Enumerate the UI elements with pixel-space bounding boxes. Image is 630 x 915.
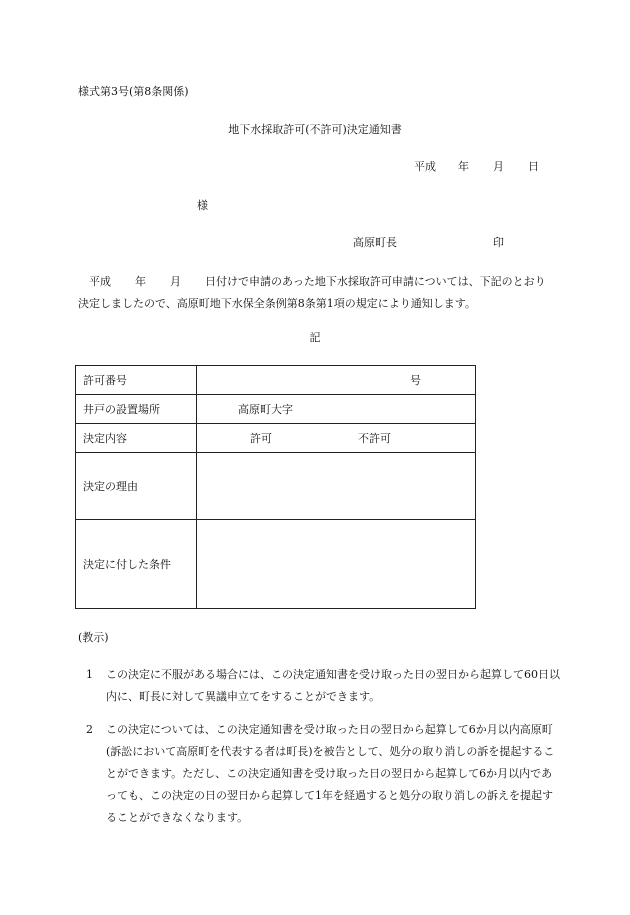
body-text: 日付けで申請のあった地下水採取許可申請については、下記のとおり決定しましたので、高原町地下水保全条例第8条第1項の規定により通知します。 (78, 275, 546, 310)
row-label: 決定の理由 (76, 453, 197, 520)
deny-option: 不許可 (358, 431, 391, 445)
date-line (414, 161, 539, 172)
notice-text: この決定については、この決定通知書を受け取った日の翌日から起算して6か月以内高原町(訴訟において高原町を代表する者は町長)を被告として、処分の取り消しの訴を提起することができます。ただし、この決定通知書を受け取った日の翌日から起算して6か月以内であっても、この決定の日の翌日から起算して1年を経過すると処分の取り消しの訴えを提起することができなくなります。 (106, 723, 555, 824)
addressee-honorific: 様 (197, 199, 208, 212)
row-label: 決定に付した条件 (76, 520, 197, 609)
issuer-name: 高原町長 (353, 236, 397, 249)
notice-number: 2 (86, 723, 93, 736)
body-era: 平成 (89, 275, 111, 288)
conditions-field (197, 520, 476, 609)
date-month: 月 (493, 160, 504, 173)
date-year: 年 (458, 160, 469, 173)
info-table (75, 365, 476, 609)
body-year: 年 (135, 275, 146, 288)
table-row (76, 395, 476, 424)
seal-mark: 印 (493, 236, 504, 249)
notice-number: 1 (86, 668, 93, 681)
decision-field (197, 424, 476, 453)
date-day: 日 (528, 160, 539, 173)
ki-heading: 記 (309, 331, 321, 344)
table-row (76, 366, 476, 395)
date-era: 平成 (414, 160, 436, 173)
table-row (76, 520, 476, 609)
notice-item (86, 664, 562, 708)
table-row (76, 453, 476, 520)
row-label: 許可番号 (76, 366, 197, 395)
row-label: 井戸の設置場所 (76, 395, 197, 424)
body-month: 月 (170, 275, 181, 288)
row-label: 決定内容 (76, 424, 197, 453)
document-title: 地下水採取許可(不許可)決定通知書 (228, 123, 402, 136)
well-location-field: 高原町大字 (197, 395, 476, 424)
permit-number-field: 号 (197, 366, 476, 395)
notice-item (86, 719, 562, 829)
reason-field (197, 453, 476, 520)
body-paragraph (78, 271, 552, 315)
form-number: 様式第3号(第8条関係) (78, 85, 189, 98)
permit-option: 許可 (250, 431, 272, 445)
table-row (76, 424, 476, 453)
notice-heading: (教示) (78, 631, 109, 644)
issuer-line (353, 237, 504, 248)
notice-text: この決定に不服がある場合には、この決定通知書を受け取った日の翌日から起算して60日以内に、町長に対して異議申立てをすることができます。 (106, 668, 560, 703)
